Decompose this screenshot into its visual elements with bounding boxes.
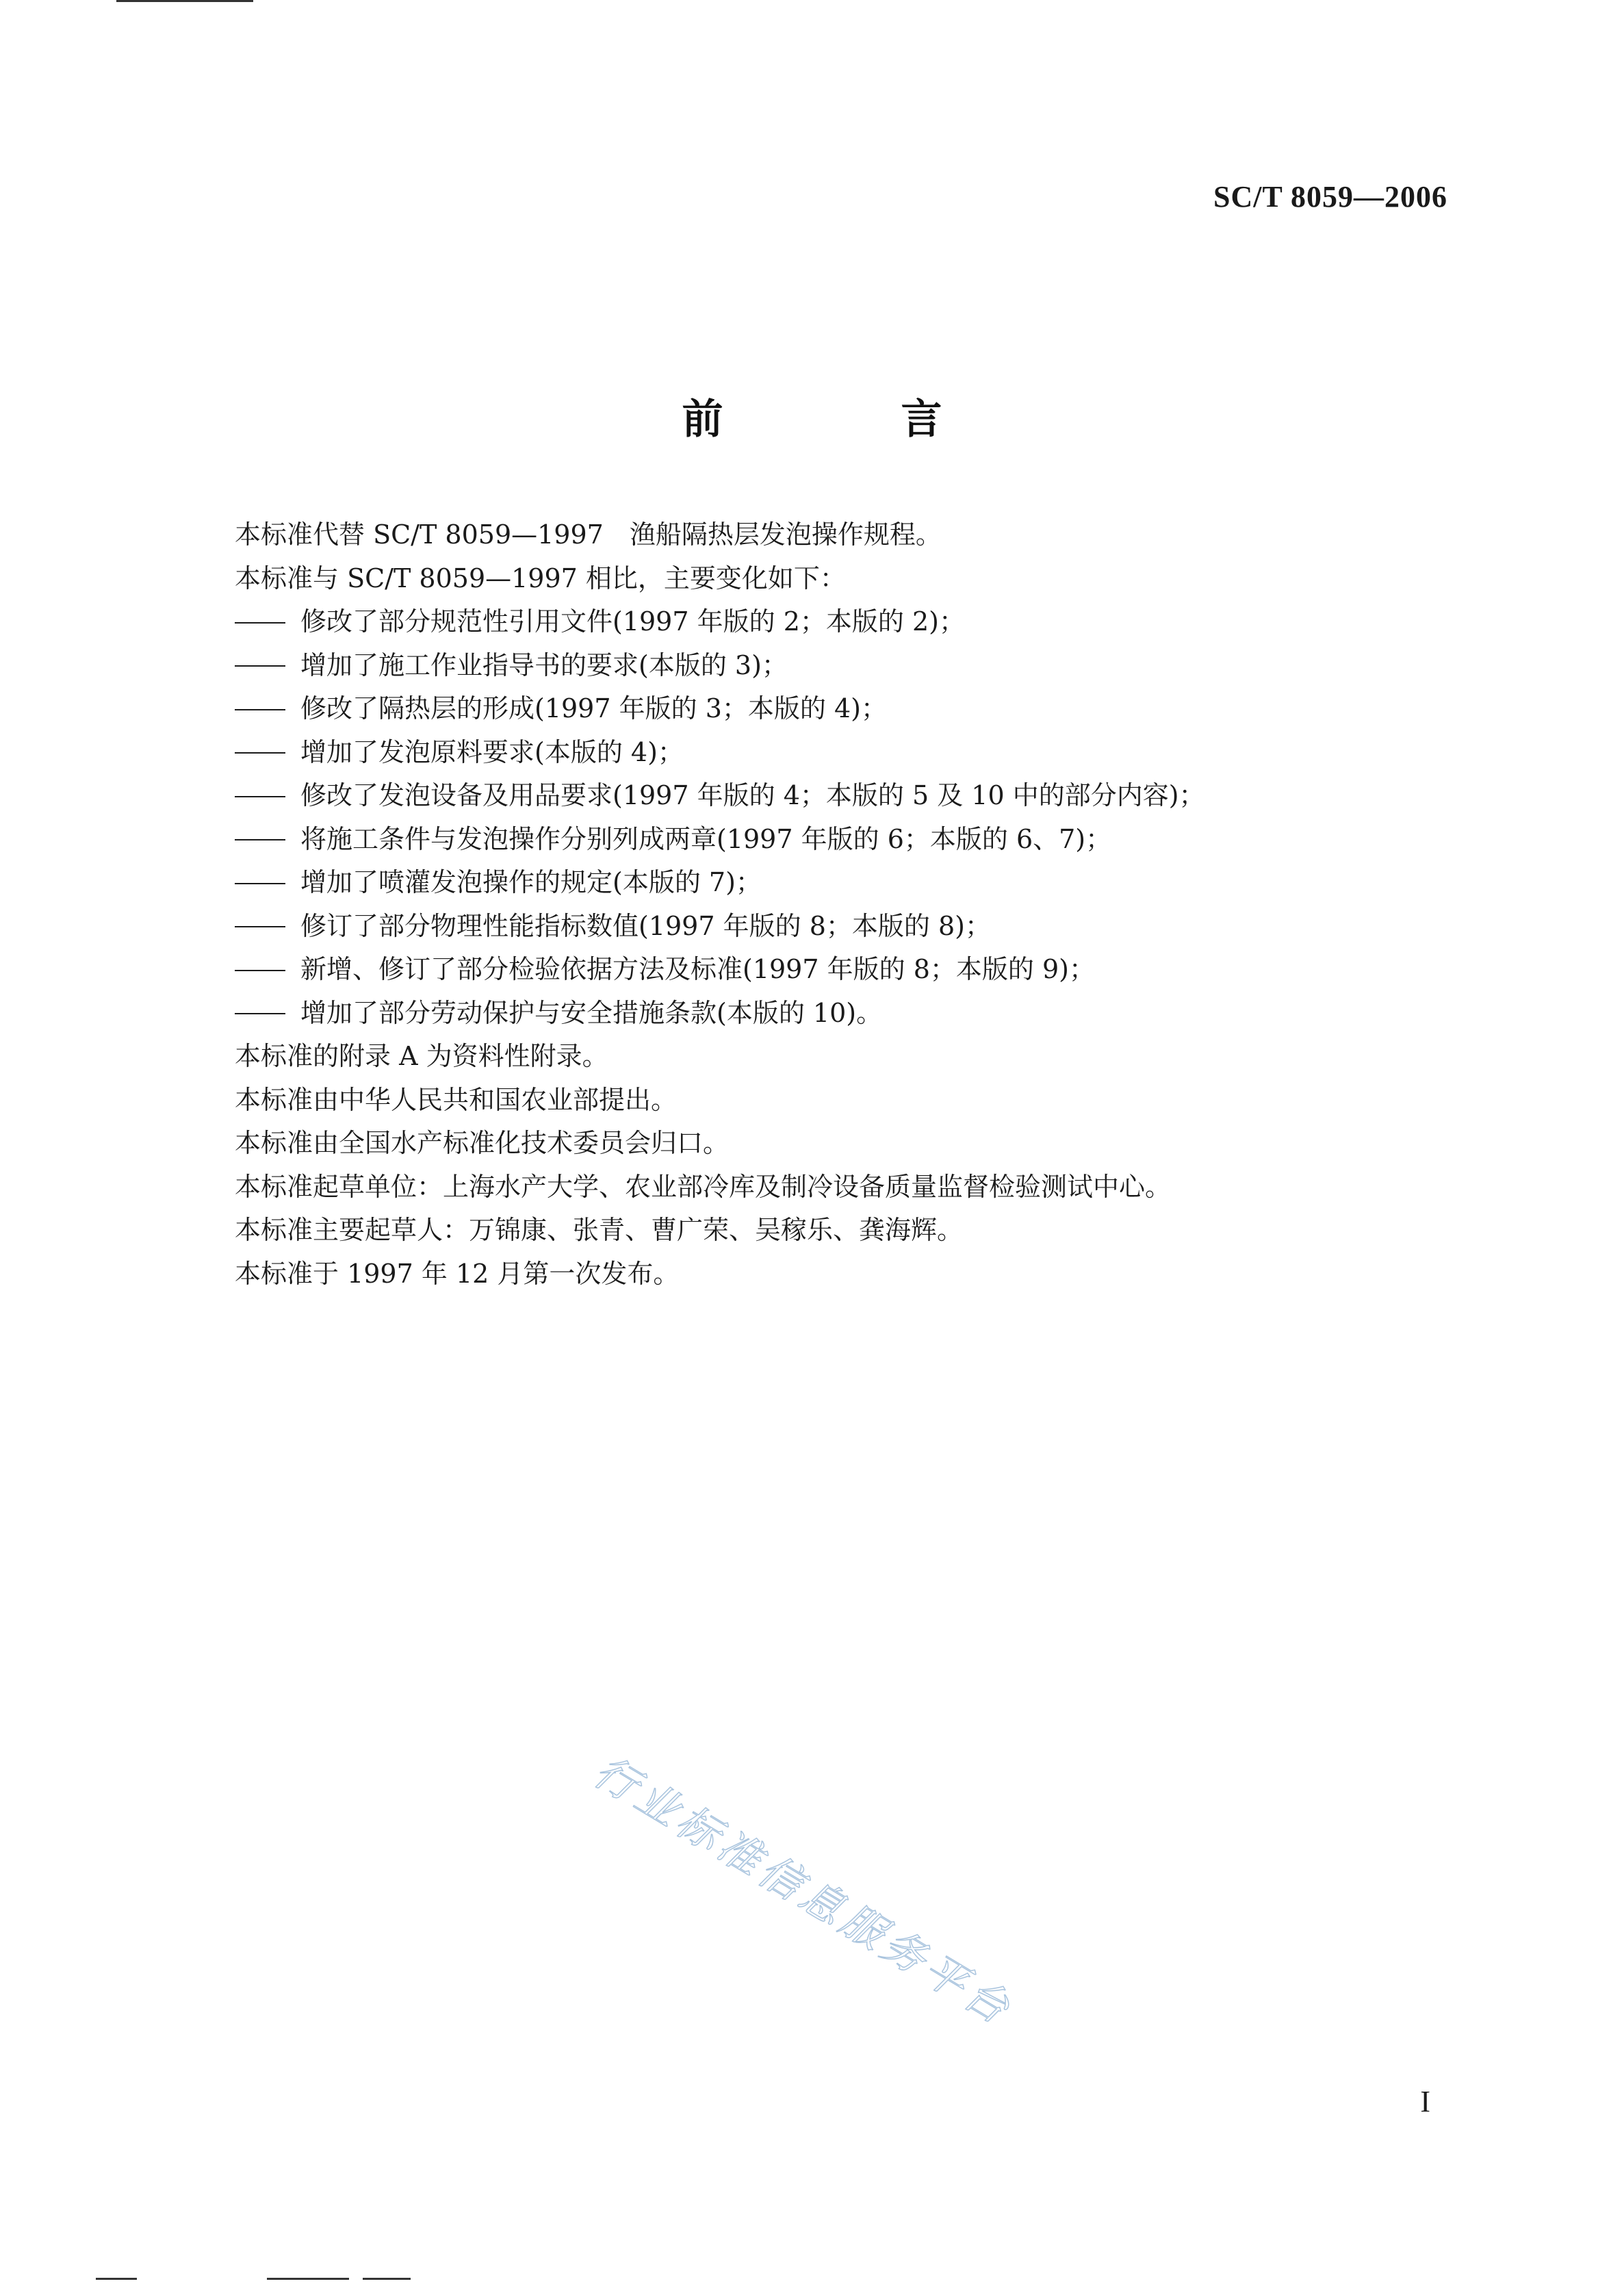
list-item-text: 将施工条件与发泡操作分别列成两章(1997 年版的 6；本版的 6、7)； [300, 823, 1112, 854]
list-item-text: 修改了隔热层的形成(1997 年版的 3；本版的 4)； [300, 693, 887, 723]
changes-list [235, 600, 1467, 1035]
em-dash-marker [235, 839, 285, 840]
list-item-text: 增加了喷灌发泡操作的规定(本版的 7)； [300, 867, 762, 897]
list-item-text: 新增、修订了部分检验依据方法及标准(1997 年版的 8；本版的 9)； [300, 954, 1095, 984]
paragraph-first-issue: 本标准于 1997 年 12 月第一次发布。 [235, 1258, 680, 1289]
em-dash-marker [235, 752, 285, 754]
list-item-text: 修订了部分物理性能指标数值(1997 年版的 8；本版的 8)； [300, 910, 991, 941]
paragraph-changes-intro: 本标准与 SC/T 8059—1997 相比，主要变化如下： [235, 563, 846, 593]
list-item [235, 600, 1467, 644]
em-dash-marker [235, 709, 285, 710]
list-item [235, 948, 1467, 992]
watermark-text: 行业标准信息服务平台 [585, 1746, 1022, 2036]
list-item-text: 增加了发泡原料要求(本版的 4)； [300, 736, 684, 767]
paragraph-replaces: 本标准代替 SC/T 8059—1997 渔船隔热层发泡操作规程。 [235, 519, 942, 550]
list-item [235, 905, 1467, 949]
list-item [235, 731, 1467, 775]
paragraph-drafting-units: 本标准起草单位：上海水产大学、农业部冷库及制冷设备质量监督检验测试中心。 [235, 1171, 1172, 1202]
page-title: 前 言 [682, 396, 1011, 444]
scan-mark-bottom-2 [267, 2278, 349, 2280]
list-item-text: 修改了发泡设备及用品要求(1997 年版的 4；本版的 5 及 10 中的部分内容)； [300, 780, 1205, 810]
paragraph-annex: 本标准的附录 A 为资料性附录。 [235, 1041, 608, 1071]
em-dash-marker [235, 665, 285, 667]
page-number: I [1420, 2085, 1430, 2118]
paragraph-drafters: 本标准主要起草人：万锦康、张青、曹广荣、吴稼乐、龚海辉。 [235, 1215, 964, 1245]
em-dash-marker [235, 970, 285, 971]
list-item [235, 687, 1467, 731]
em-dash-marker [235, 622, 285, 624]
paragraph-committee: 本标准由全国水产标准化技术委员会归口。 [235, 1128, 730, 1158]
list-item [235, 818, 1467, 862]
scan-mark-bottom-1 [96, 2278, 137, 2280]
list-item [235, 861, 1467, 905]
list-item-text: 增加了部分劳动保护与安全措施条款(本版的 10)。 [300, 997, 883, 1028]
document-body [235, 513, 1467, 1296]
list-item-text: 修改了部分规范性引用文件(1997 年版的 2；本版的 2)； [300, 606, 965, 637]
list-item [235, 774, 1467, 818]
em-dash-marker [235, 883, 285, 884]
em-dash-marker [235, 926, 285, 927]
list-item [235, 992, 1467, 1036]
em-dash-marker [235, 1013, 285, 1014]
scan-mark-top [116, 0, 253, 2]
standard-code-header: SC/T 8059—2006 [1213, 180, 1447, 214]
list-item [235, 644, 1467, 688]
list-item-text: 增加了施工作业指导书的要求(本版的 3)； [300, 650, 788, 680]
em-dash-marker [235, 796, 285, 797]
scan-mark-bottom-3 [363, 2278, 411, 2280]
paragraph-proposer: 本标准由中华人民共和国农业部提出。 [235, 1084, 678, 1115]
